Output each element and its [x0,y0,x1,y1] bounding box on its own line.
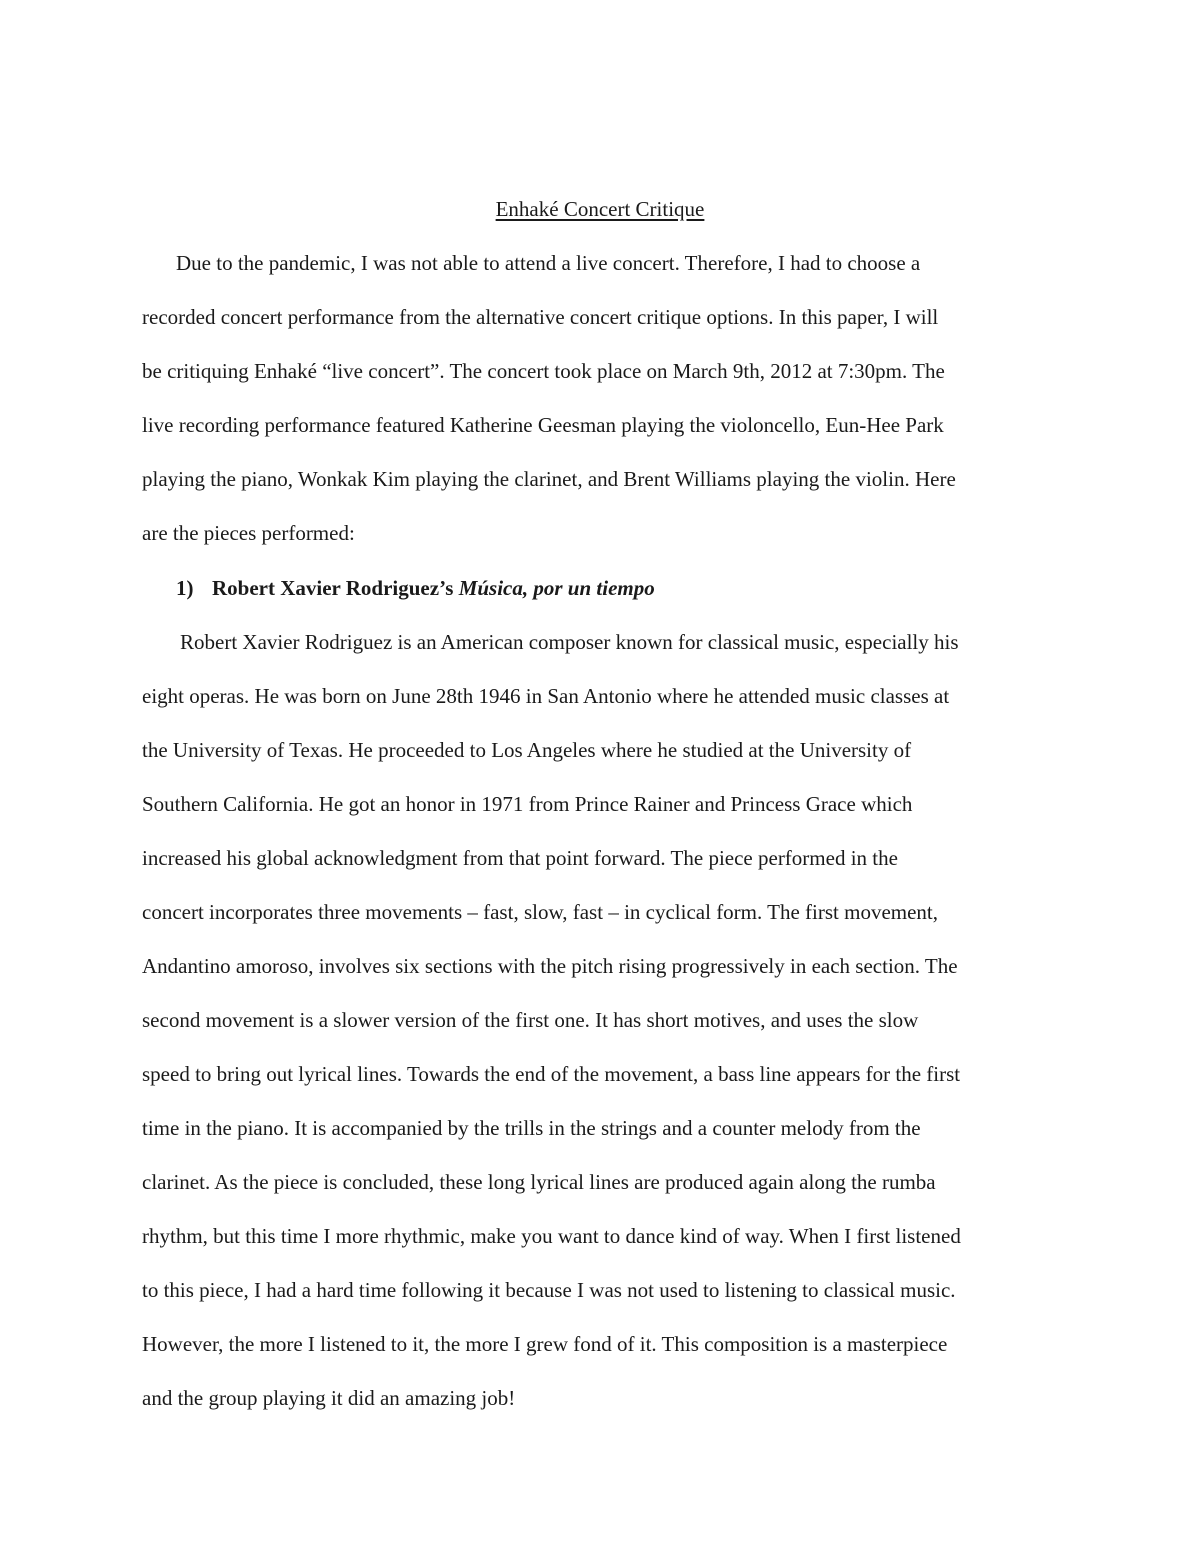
paragraph-2-line: speed to bring out lyrical lines. Towards the end of the movement, a bass line appears for the first [142,1062,961,1086]
document-title: Enhaké Concert Critique [495,197,705,221]
section-number: 1) [176,576,194,600]
paragraph-1-line: Due to the pandemic, I was not able to attend a live concert. Therefore, I had to choose a [176,251,921,275]
section-work-title: Música, por un tiempo [458,576,655,600]
paragraph-2-line: Andantino amoroso, involves six sections with the pitch rising progressively in each section. The [142,954,958,978]
paragraph-1-line: live recording performance featured Katherine Geesman playing the violoncello, Eun-Hee Park [142,413,944,437]
paragraph-2-line: time in the piano. It is accompanied by the trills in the strings and a counter melody from the [142,1116,921,1140]
paragraph-1-line: be critiquing Enhaké “live concert”. The concert took place on March 9th, 2012 at 7:30pm. The [142,359,945,383]
paragraph-2-line: second movement is a slower version of the first one. It has short motives, and uses the slow [142,1008,919,1032]
paragraph-2-line: Robert Xavier Rodriguez is an American composer known for classical music, especially his [180,630,959,654]
section-composer: Robert Xavier Rodriguez’s [212,576,454,600]
paragraph-2-line: rhythm, but this time I more rhythmic, make you want to dance kind of way. When I first listened [142,1224,961,1248]
paragraph-2-line: Southern California. He got an honor in 1971 from Prince Rainer and Princess Grace which [142,792,913,816]
paragraph-2-line: increased his global acknowledgment from that point forward. The piece performed in the [142,846,898,870]
paragraph-2-line: However, the more I listened to it, the more I grew fond of it. This composition is a masterpiece [142,1332,948,1356]
paragraph-1-line: are the pieces performed: [142,521,355,545]
paragraph-2-line: eight operas. He was born on June 28th 1946 in San Antonio where he attended music classes at [142,684,950,708]
paragraph-1-line: recorded concert performance from the alternative concert critique options. In this paper, I will [142,305,939,329]
paragraph-2-line: concert incorporates three movements – fast, slow, fast – in cyclical form. The first movement, [142,900,939,924]
paragraph-2-line: to this piece, I had a hard time following it because I was not used to listening to classical music. [142,1278,956,1302]
paragraph-2-line: and the group playing it did an amazing job! [142,1386,516,1410]
section-heading [176,574,655,602]
paragraph-2-line: clarinet. As the piece is concluded, these long lyrical lines are produced again along the rumba [142,1170,936,1194]
paragraph-1-line: playing the piano, Wonkak Kim playing the clarinet, and Brent Williams playing the violin. Here [142,467,956,491]
paragraph-2-line: the University of Texas. He proceeded to Los Angeles where he studied at the University of [142,738,912,762]
